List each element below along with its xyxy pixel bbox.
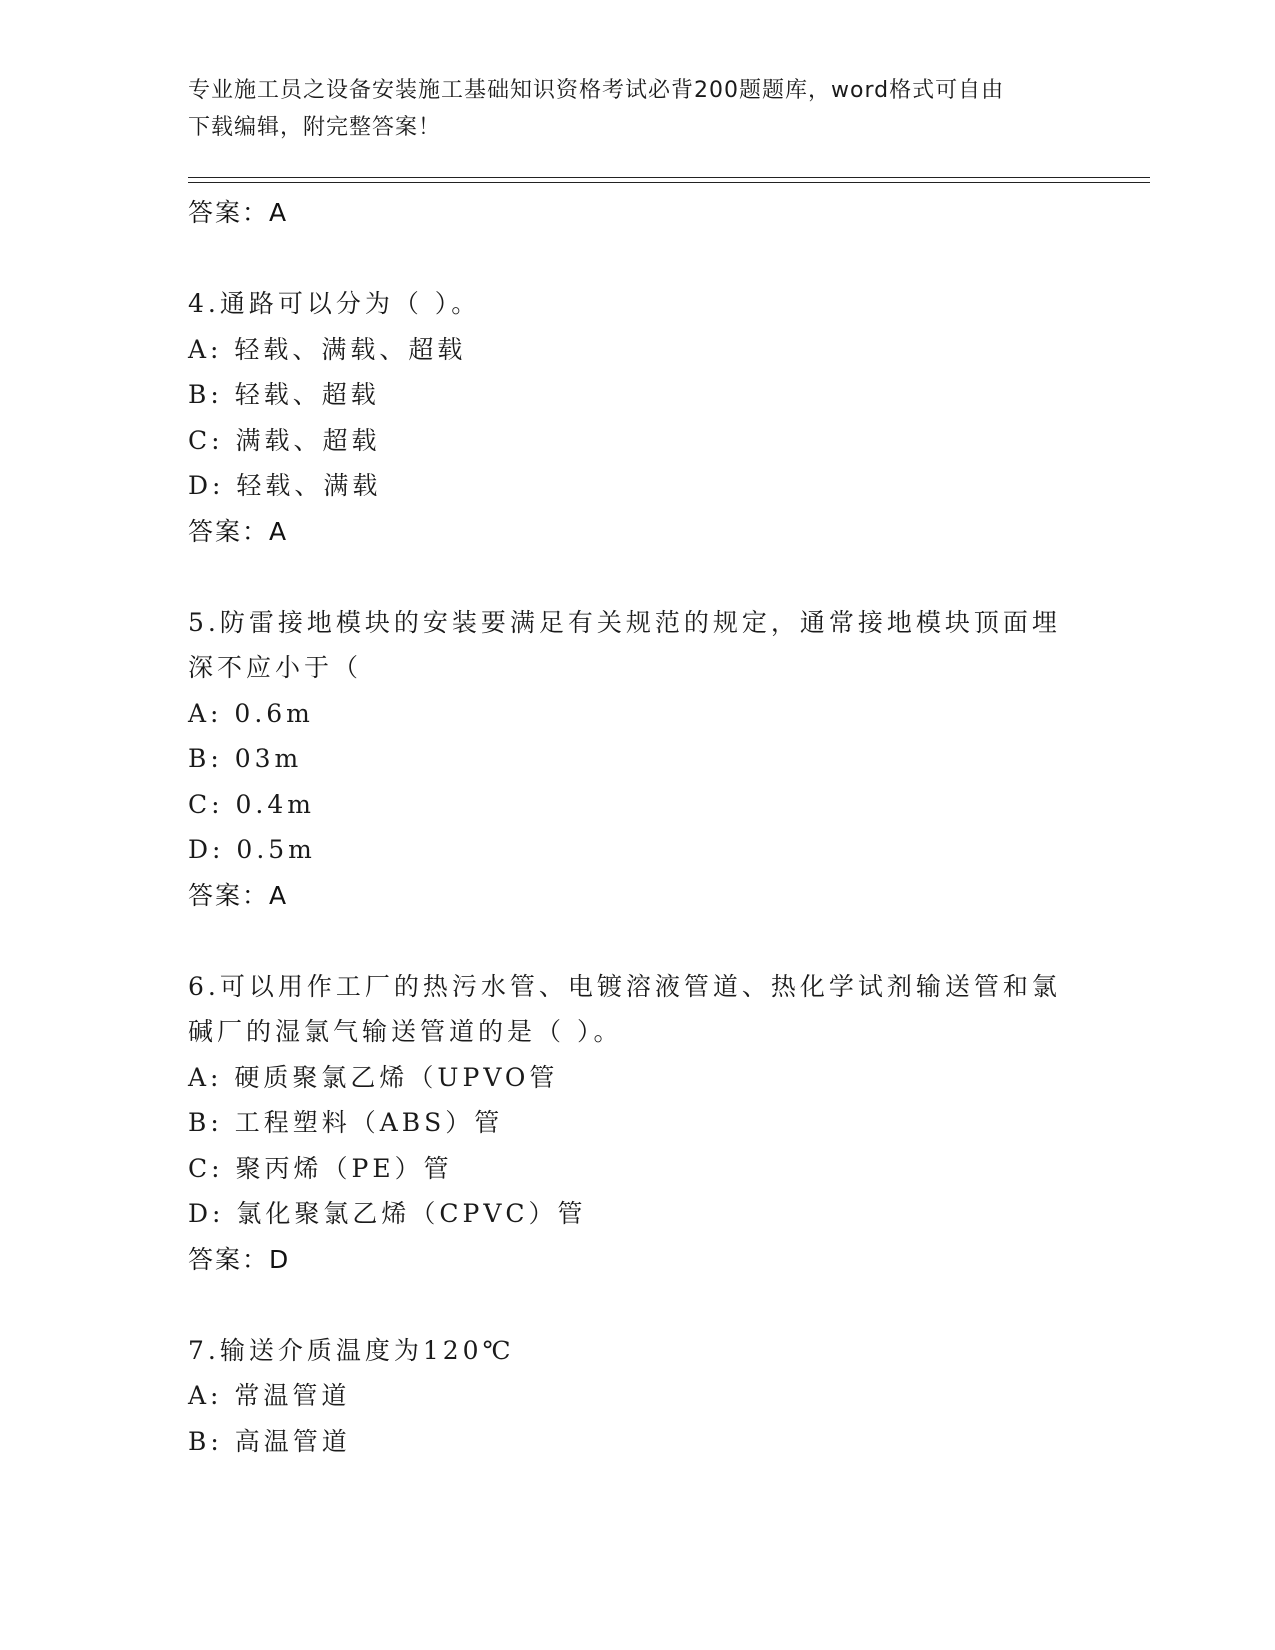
q7-stem: 7.输送介质温度为120℃ (188, 1335, 515, 1365)
q6-option-c: C: 聚丙烯（PE）管 (188, 1153, 453, 1183)
q6-option-b: B: 工程塑料（ABS）管 (188, 1108, 504, 1137)
header-line-2: 下载编辑，附完整答案！ (188, 115, 442, 140)
spacer (188, 236, 1088, 282)
header-line-1: 专业施工员之设备安装施工基础知识资格考试必背200题题库，word格式可自由 (188, 78, 1005, 103)
q5-option-a: A: 0.6m (188, 698, 314, 728)
q4-option-b: B: 轻载、超载 (188, 380, 380, 409)
header-divider-top (188, 177, 1150, 178)
q4-stem: 4.通路可以分为（ ）。 (188, 289, 481, 318)
q5-option-c: C: 0.4m (188, 789, 315, 819)
q4-answer: 答案：A (188, 516, 289, 546)
q5-option-b: B: 03m (188, 744, 303, 773)
q5-stem-line-1: 5.防雷接地模块的安装要满足有关规范的规定，通常接地模块顶面埋 (188, 607, 1061, 637)
q5-answer: 答案：A (188, 880, 289, 910)
q6-stem-line-1: 6.可以用作工厂的热污水管、电镀溶液管道、热化学试剂输送管和氯 (188, 971, 1061, 1001)
header-divider-bottom (188, 182, 1150, 183)
spacer (188, 918, 1088, 964)
question-list (188, 190, 1088, 1464)
q7-option-b: B: 高温管道 (188, 1426, 351, 1456)
q4-option-a: A: 轻载、满载、超载 (188, 334, 467, 364)
q7-option-a: A: 常温管道 (188, 1381, 351, 1410)
q4-option-c: C: 满载、超载 (188, 425, 381, 455)
answer-prev: 答案：A (188, 198, 289, 227)
q4-option-d: D: 轻载、满载 (188, 471, 382, 500)
q6-option-d: D: 氯化聚氯乙烯（CPVC）管 (188, 1199, 587, 1228)
q6-answer: 答案：D (188, 1244, 291, 1274)
spacer (188, 1282, 1088, 1328)
q6-option-a: A: 硬质聚氯乙烯（UPVO管 (188, 1062, 559, 1092)
q5-option-d: D: 0.5m (188, 835, 316, 864)
spacer (188, 554, 1088, 600)
q6-stem-line-2: 碱厂的湿氯气输送管道的是（ ）。 (188, 1017, 623, 1046)
q5-stem-line-2: 深不应小于（ (188, 653, 363, 682)
document-header (188, 72, 1068, 146)
